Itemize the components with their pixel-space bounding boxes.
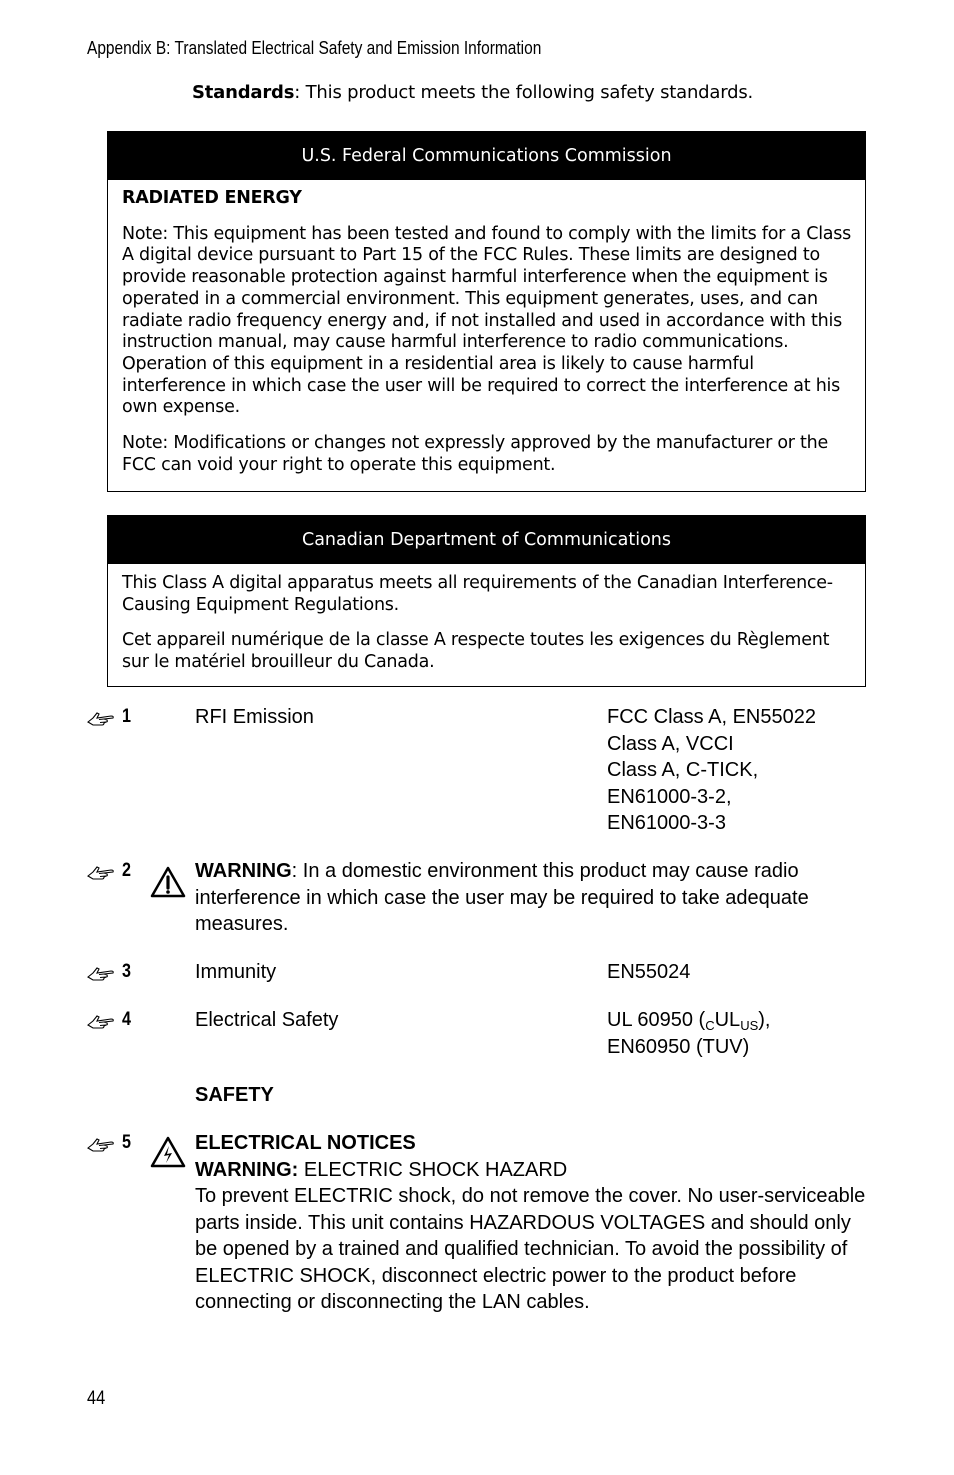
- canada-box: [107, 515, 866, 687]
- running-head: Appendix B: Translated Electrical Safety and Emission Information: [87, 38, 542, 58]
- notice-warning-label: WARNING:: [195, 1158, 299, 1181]
- value-line: EN61000-3-2,: [607, 785, 732, 808]
- value-line: EN61000-3-3: [607, 812, 726, 834]
- item-number: 3: [122, 961, 131, 982]
- value-line: FCC Class A, EN55022: [607, 706, 816, 728]
- pointing-hand-icon: [87, 710, 117, 726]
- item-label: RFI Emission: [195, 706, 314, 728]
- warning-body: : In a domestic environment this product may cause radio interference in which case the user may be required to take adequate measures.: [195, 860, 809, 935]
- value-line: EN60950 (TUV): [607, 1035, 750, 1058]
- item-number: 1: [122, 706, 131, 727]
- standards-intro: [192, 82, 753, 103]
- electric-shock-triangle-icon: [150, 1136, 186, 1168]
- notice-body: To prevent ELECTRIC shock, do not remove the cover. No user-serviceable parts inside. This unit contains HAZARDOUS VOLTAGES and should only be opened by a trained and qualified technician. To avoid the possibility of ELECTRIC SHOCK, disconnect electric power to the product before connecting or disconnecting the LAN cables.: [195, 1185, 866, 1313]
- item-number: 4: [122, 1009, 131, 1030]
- pointing-hand-icon: [87, 965, 117, 981]
- value-line: Class A, VCCI: [607, 732, 734, 755]
- fcc-note-2: Note: Modifications or changes not expressly approved by the manufacturer or the FCC can void your right to operate this equipment.: [122, 433, 829, 475]
- fcc-box-subtitle: RADIATED ENERGY: [122, 188, 302, 208]
- pointing-hand-icon: [87, 1013, 117, 1029]
- fcc-note-1: Note: This equipment has been tested and found to comply with the limits for a Class A digital device pursuant to Part 15 of the FCC Rules. These limits are designed to provide reasonable protection against harmful interference when the equipment is operated in a commercial environment. This equipment generates, uses, and can radiate radio frequency energy and, if not installed and used in accordance with this instruction manual, may cause harmful interference to radio communications. Operation of this equipment in a residential area is likely to cause harmful interference in which case the user will be required to correct the interference at his own expense.: [122, 223, 852, 418]
- notice-warning-text: ELECTRIC SHOCK HAZARD: [298, 1158, 568, 1181]
- ul-prefix: UL 60950 (: [607, 1009, 706, 1031]
- item-value: [607, 1007, 867, 1060]
- canada-english: This Class A digital apparatus meets all requirements of the Canadian Interference-Causing Equipment Regulations.: [122, 573, 833, 615]
- warning-triangle-icon: [150, 866, 186, 898]
- item-number: 5: [122, 1132, 131, 1153]
- notice-warning: [195, 1157, 867, 1184]
- ul-mark: UL: [714, 1009, 741, 1031]
- item-label: Immunity: [195, 961, 277, 983]
- value-line: Class A, C-TICK,: [607, 759, 759, 781]
- ul-sub-c: C: [705, 1018, 715, 1033]
- standards-label: Standards: [192, 82, 295, 103]
- canada-french: Cet appareil numérique de la classe A respecte toutes les exigences du Règlement sur le matériel brouilleur du Canada.: [122, 630, 830, 673]
- safety-heading: SAFETY: [195, 1084, 274, 1106]
- warning-text: [195, 858, 867, 938]
- ul-suffix: ),: [758, 1009, 771, 1031]
- fcc-box-title: U.S. Federal Communications Commission: [108, 132, 865, 180]
- canada-box-title: Canadian Department of Communications: [108, 516, 865, 564]
- standards-text: : This product meets the following safety standards.: [294, 82, 754, 103]
- item-value: [607, 704, 867, 837]
- value-line: [607, 1007, 867, 1034]
- ul-sub-us: US: [740, 1018, 759, 1033]
- item-number: 2: [122, 860, 131, 881]
- item-value: EN55024: [607, 961, 691, 983]
- warning-label: WARNING: [195, 860, 292, 882]
- notice-heading: ELECTRICAL NOTICES: [195, 1132, 416, 1154]
- pointing-hand-icon: [87, 864, 117, 880]
- item-label: Electrical Safety: [195, 1009, 339, 1031]
- pointing-hand-icon: [87, 1136, 117, 1152]
- fcc-box: [107, 131, 866, 492]
- electrical-notice-text: [195, 1130, 867, 1316]
- page-number: 44: [87, 1388, 106, 1409]
